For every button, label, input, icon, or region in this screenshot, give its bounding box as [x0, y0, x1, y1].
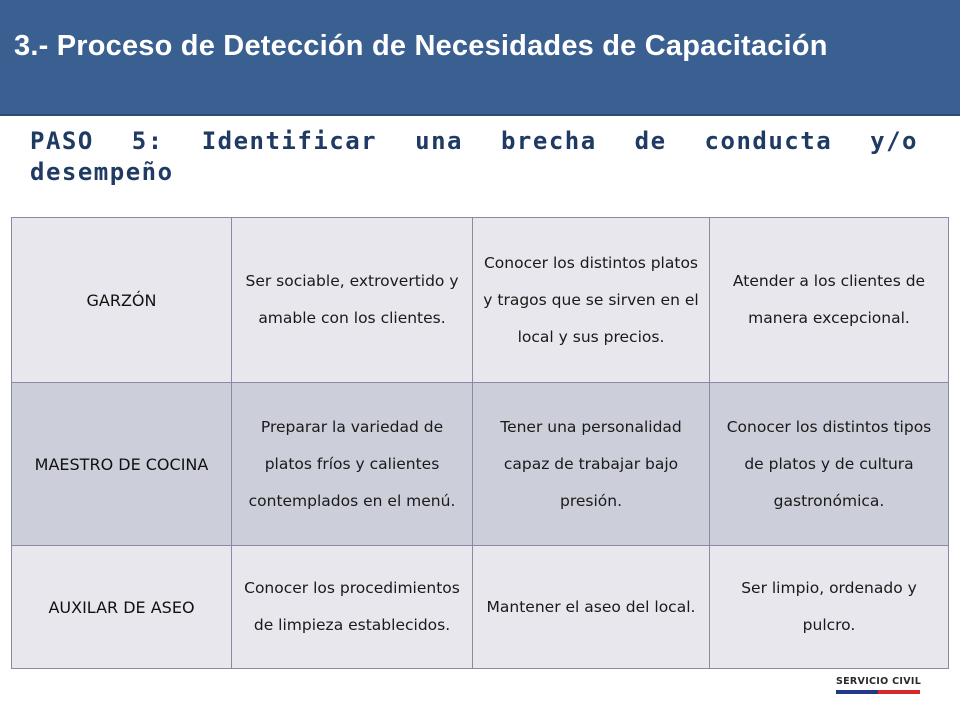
table-cell: Conocer los procedimientos de limpieza establecidos.: [232, 546, 473, 669]
table-cell: Atender a los clientes de manera excepcional.: [710, 218, 949, 383]
slide-title: 3.- Proceso de Detección de Necesidades de Capacitación: [14, 30, 828, 62]
role-cell: MAESTRO DE COCINA: [12, 383, 232, 546]
table-cell: Preparar la variedad de platos fríos y calientes contemplados en el menú.: [232, 383, 473, 546]
table-row: [12, 383, 949, 546]
role-cell: GARZÓN: [12, 218, 232, 383]
logo-stripe-icon: [836, 690, 920, 694]
table-cell: Ser sociable, extrovertido y amable con los clientes.: [232, 218, 473, 383]
step-subtitle: PASO 5: Identificar una brecha de conducta y/o desempeño: [30, 127, 918, 186]
header-bar: [0, 0, 960, 116]
table-cell: Tener una personalidad capaz de trabajar bajo presión.: [473, 383, 710, 546]
logo-stripe-red: [878, 690, 920, 694]
logo-text: SERVICIO CIVIL: [836, 676, 922, 687]
table-cell: Ser limpio, ordenado y pulcro.: [710, 546, 949, 669]
table-cell: Conocer los distintos tipos de platos y de cultura gastronómica.: [710, 383, 949, 546]
servicio-civil-logo: [836, 676, 920, 698]
role-cell: AUXILAR DE ASEO: [12, 546, 232, 669]
table-cell: Mantener el aseo del local.: [473, 546, 710, 669]
logo-stripe-blue: [836, 690, 878, 694]
table-row: [12, 546, 949, 669]
behavior-table: [11, 217, 949, 669]
table-row: [12, 218, 949, 383]
table-cell: Conocer los distintos platos y tragos que se sirven en el local y sus precios.: [473, 218, 710, 383]
